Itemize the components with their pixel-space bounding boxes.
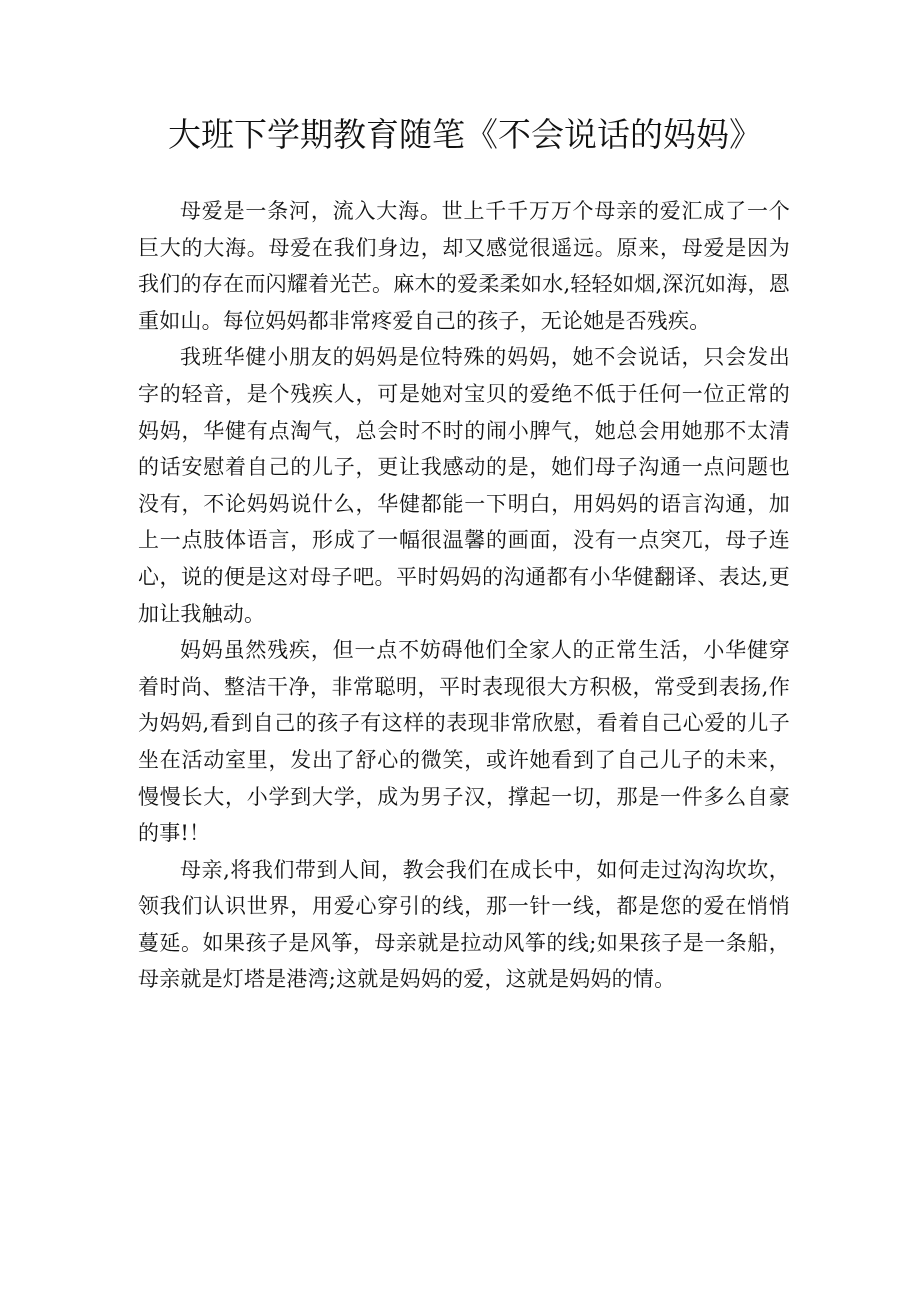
document-body	[138, 193, 790, 998]
paragraph-2: 我班华健小朋友的妈妈是位特殊的妈妈，她不会说话，只会发出字的轻音，是个残疾人，可是她对宝贝的爱绝不低于任何一位正常的妈妈，华健有点淘气，总会时不时的闹小脾气，她总会用她那不太清的话安慰着自己的儿子，更让我感动的是，她们母子沟通一点问题也没有，不论妈妈说什么，华健都能一下明白，用妈妈的语言沟通，加上一点肢体语言，形成了一幅很温馨的画面，没有一点突兀，母子连心，说的便是这对母子吧。平时妈妈的沟通都有小华健翻译、表达,更加让我触动。	[138, 345, 790, 626]
paragraph-1: 母爱是一条河，流入大海。世上千千万万个母亲的爱汇成了一个巨大的大海。母爱在我们身边，却又感觉很遥远。原来，母爱是因为我们的存在而闪耀着光芒。麻木的爱柔柔如水,轻轻如烟,深沉如海，恩重如山。每位妈妈都非常疼爱自己的孩子，无论她是否残疾。	[138, 199, 790, 333]
document-title: 大班下学期教育随笔《不会说话的妈妈》	[168, 115, 762, 154]
paragraph-3: 妈妈虽然残疾，但一点不妨碍他们全家人的正常生活，小华健穿着时尚、整洁干净，非常聪明，平时表现很大方积极，常受到表扬,作为妈妈,看到自己的孩子有这样的表现非常欣慰，看着自己心爱的儿子坐在活动室里，发出了舒心的微笑，或许她看到了自己儿子的未来，慢慢长大，小学到大学，成为男子汉，撑起一切，那是一件多么自豪的事!！	[138, 638, 790, 846]
paragraph-4: 母亲,将我们带到人间，教会我们在成长中，如何走过沟沟坎坎，领我们认识世界，用爱心穿引的线，那一针一线，都是您的爱在悄悄蔓延。如果孩子是风筝，母亲就是拉动风筝的线;如果孩子是一条船，母亲就是灯塔是港湾;这就是妈妈的爱，这就是妈妈的情。	[138, 857, 790, 992]
